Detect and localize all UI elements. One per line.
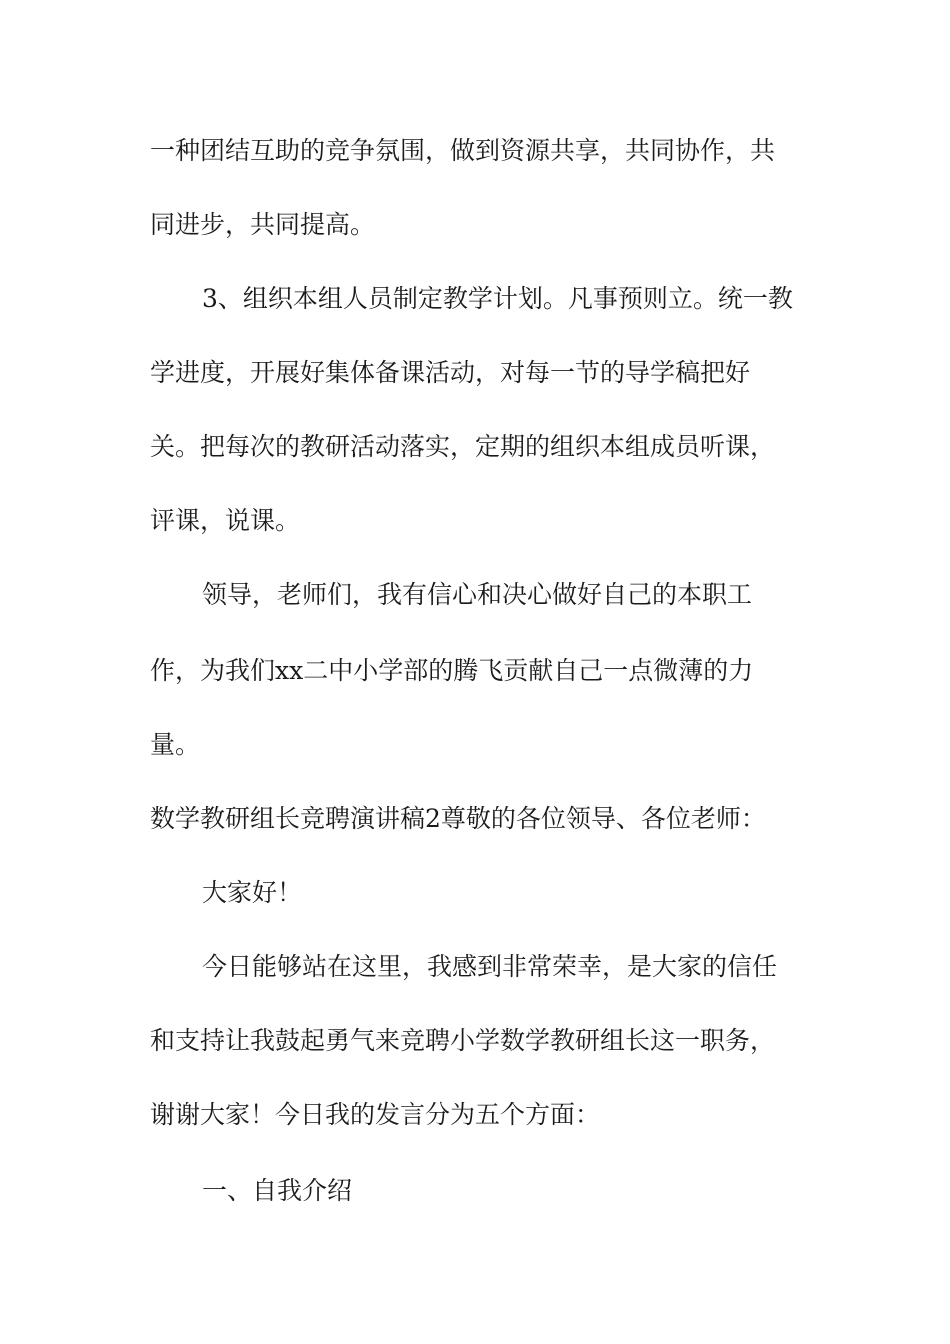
text-line: 关。把每次的教研活动落实，定期的组织本组成员听课， xyxy=(150,432,776,461)
text-line: 学进度，开展好集体备课活动，对每一节的导学稿把好 xyxy=(150,358,751,387)
text-line: 今日能够站在这里，我感到非常荣幸，是大家的信任 xyxy=(202,952,778,981)
text-line: 作，为我们xx二中小学部的腾飞贡献自己一点微薄的力 xyxy=(150,656,754,685)
text-line: 3、组织本组人员制定教学计划。凡事预则立。统一教 xyxy=(202,284,793,313)
text-line: 量。 xyxy=(150,730,201,759)
text-line: 和支持让我鼓起勇气来竞聘小学数学教研组长这一职务， xyxy=(150,1026,776,1055)
text-line: 同进步，共同提高。 xyxy=(150,210,376,239)
text-line: 评课，说课。 xyxy=(150,506,301,535)
text-line: 领导，老师们，我有信心和决心做好自己的本职工 xyxy=(202,580,753,609)
subsection-heading-line: 一、自我介绍 xyxy=(202,1176,353,1205)
greeting-line: 大家好！ xyxy=(202,878,303,907)
section-heading-line: 数学教研组长竞聘演讲稿2尊敬的各位领导、各位老师： xyxy=(150,804,766,833)
text-line: 谢谢大家！今日我的发言分为五个方面： xyxy=(150,1100,601,1129)
text-line: 一种团结互助的竞争氛围，做到资源共享，共同协作，共 xyxy=(150,136,776,165)
